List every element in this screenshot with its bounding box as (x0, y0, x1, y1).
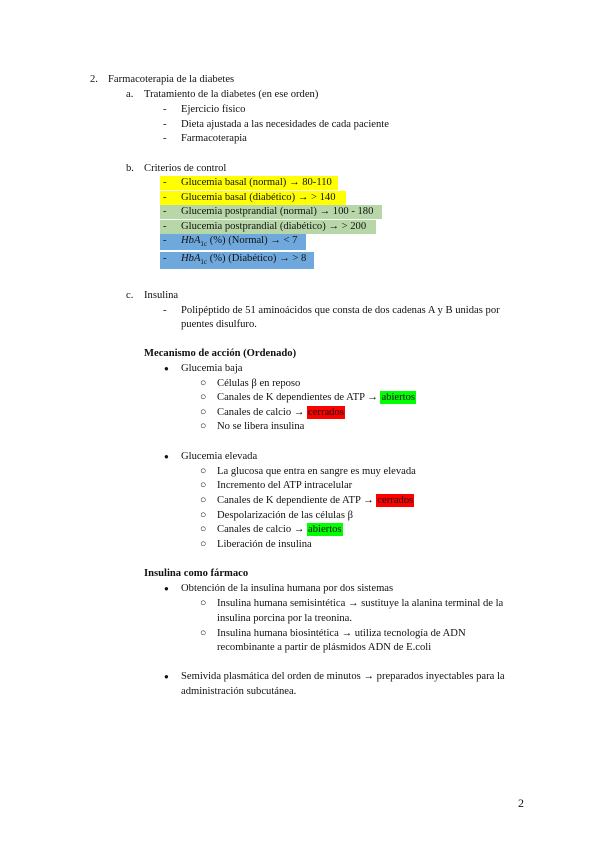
criteria-text: Glucemia basal (diabético) → > 140 (181, 192, 336, 203)
dash-bullet: - (163, 235, 167, 246)
item-text: Canales de calcio → (217, 407, 308, 418)
dash-bullet: - (163, 305, 167, 316)
circle-bullet: ○ (200, 510, 207, 521)
biosintetica-text: recombinante a partir de plásmidos ADN de E.coli (217, 642, 432, 653)
obtencion-text: Obtención de la insulina humana por dos sistemas (181, 583, 394, 594)
status-tag: cerrados (308, 407, 344, 418)
dash-bullet: - (163, 177, 167, 188)
criteria-text (181, 234, 297, 248)
circle-bullet: ○ (200, 598, 207, 609)
semivida-text: administración subcutánea. (181, 686, 297, 697)
section-number: 2. (90, 74, 98, 85)
criteria-row (160, 220, 376, 234)
hba-text: HbA (181, 253, 201, 264)
list-item: Células β en reposo (217, 378, 301, 389)
biosintetica-text: Insulina humana biosintética → utiliza tecnología de ADN (217, 628, 466, 639)
criteria-text: Glucemia postprandial (normal) → 100 - 180 (181, 206, 374, 217)
status-tag: cerrados (377, 495, 414, 506)
circle-bullet: ○ (200, 480, 207, 491)
criteria-row (160, 191, 346, 205)
list-item (217, 494, 414, 508)
hba-subscript: 1c (200, 258, 208, 266)
criteria-row (160, 234, 306, 250)
item-a-marker: a. (126, 89, 134, 100)
criteria-row (160, 205, 382, 219)
dot-bullet: ● (164, 364, 169, 373)
list-item: La glucosa que entra en sangre es muy elevada (217, 466, 416, 477)
item-text: Canales de calcio → (217, 524, 308, 535)
criteria-row (160, 252, 314, 269)
criteria-text: Glucemia basal (normal) → 80-110 (181, 177, 332, 188)
circle-bullet: ○ (200, 421, 207, 432)
item-a-title: Tratamiento de la diabetes (en ese orden) (144, 89, 319, 100)
hba-subscript: 1c (200, 240, 208, 248)
dash-bullet: - (163, 206, 167, 217)
hba-value: (%) (Diabético) → > 8 (209, 253, 307, 264)
farmaco-heading: Insulina como fármaco (144, 568, 249, 579)
list-item: Incremento del ATP intracelular (217, 480, 353, 491)
semisintetica-text: Insulina humana semisintética → sustituye la alanina terminal de la (217, 598, 504, 609)
item-b-title: Criterios de control (144, 163, 227, 174)
insulina-desc: puentes disulfuro. (181, 319, 257, 330)
list-item: Farmacoterapia (181, 133, 247, 144)
circle-bullet: ○ (200, 407, 207, 418)
item-text: Canales de K dependientes de ATP → (217, 392, 381, 403)
section-title: Farmacoterapia de la diabetes (108, 74, 235, 85)
insulina-desc: Polipéptido de 51 aminoácidos que consta de dos cadenas A y B unidas por (181, 305, 500, 316)
hba-value: (%) (Normal) → < 7 (209, 235, 298, 246)
dash-bullet: - (163, 133, 167, 144)
circle-bullet: ○ (200, 524, 207, 535)
list-item (217, 523, 343, 537)
status-tag: abiertos (308, 524, 342, 535)
page-number: 2 (518, 796, 524, 810)
circle-bullet: ○ (200, 628, 207, 639)
hba-text: HbA (181, 235, 201, 246)
circle-bullet: ○ (200, 495, 207, 506)
list-item: Dieta ajustada a las necesidades de cada paciente (181, 119, 389, 130)
circle-bullet: ○ (200, 392, 207, 403)
list-item: No se libera insulina (217, 421, 305, 432)
semivida-text: Semivida plasmática del orden de minutos → preparados inyectables para la (181, 671, 505, 682)
list-item (217, 391, 416, 405)
criteria-text: Glucemia postprandial (diabético) → > 200 (181, 221, 367, 232)
circle-bullet: ○ (200, 466, 207, 477)
criteria-row (160, 176, 338, 190)
list-item: Despolarización de las células β (217, 510, 353, 521)
semisintetica-text: insulina porcina por la treonina. (217, 613, 353, 624)
dot-bullet: ● (164, 672, 169, 681)
item-c-marker: c. (126, 290, 134, 301)
item-b-marker: b. (126, 163, 134, 174)
dash-bullet: - (163, 253, 167, 264)
dash-bullet: - (163, 221, 167, 232)
item-c-title: Insulina (144, 290, 179, 301)
dot-bullet: ● (164, 452, 169, 461)
circle-bullet: ○ (200, 539, 207, 550)
list-item: Ejercicio físico (181, 104, 246, 115)
item-text: Canales de K dependiente de ATP → (217, 495, 377, 506)
mecanismo-heading: Mecanismo de acción (Ordenado) (144, 348, 297, 359)
list-item (217, 406, 345, 420)
list-item: Liberación de insulina (217, 539, 312, 550)
dot-bullet: ● (164, 584, 169, 593)
dash-bullet: - (163, 119, 167, 130)
circle-bullet: ○ (200, 378, 207, 389)
glucemia-elevada-title: Glucemia elevada (181, 451, 258, 462)
dash-bullet: - (163, 192, 167, 203)
glucemia-baja-title: Glucemia baja (181, 363, 243, 374)
status-tag: abiertos (381, 392, 416, 403)
dash-bullet: - (163, 104, 167, 115)
criteria-text (181, 252, 306, 266)
